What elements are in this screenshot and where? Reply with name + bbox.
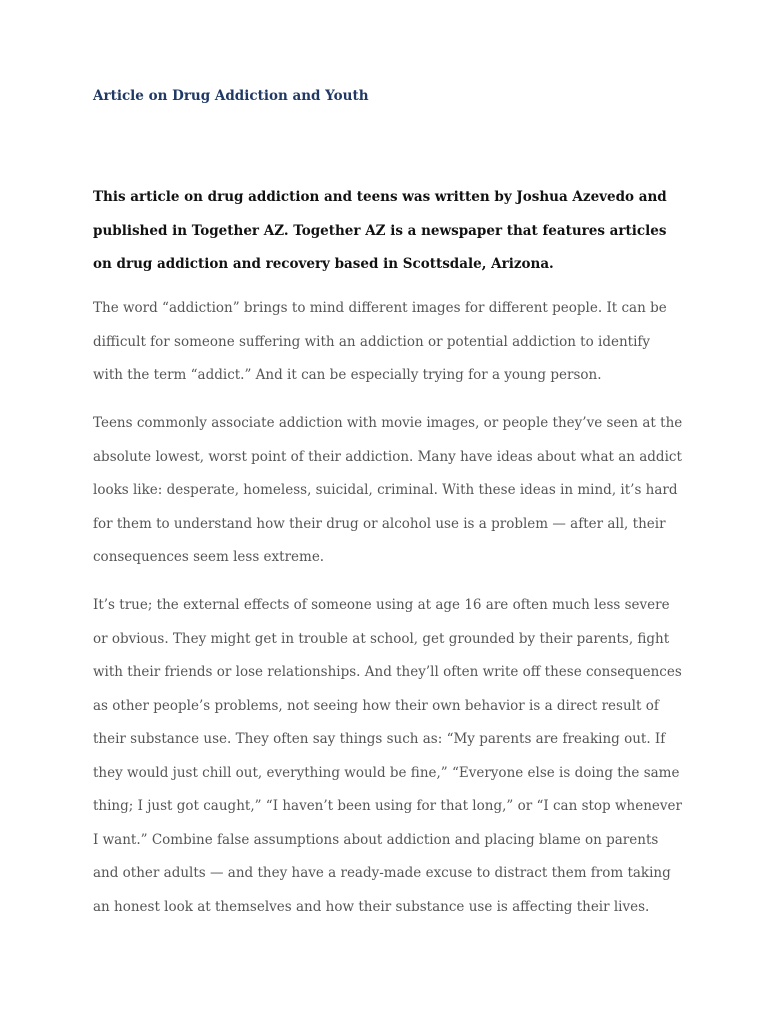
article-title: Article on Drug Addiction and Youth [93, 88, 369, 104]
body-paragraph-1: The word “addiction” brings to mind different images for different people. It can be difficult for someone suffering with an addiction or potential addiction to identify with the term “addict.” And it can be especially trying for a young person. [93, 300, 667, 383]
article-intro: This article on drug addiction and teens was written by Joshua Azevedo and published in Together AZ. Together AZ is a newspaper that features articles on drug addiction and recovery based in Scottsdale, Arizona. [93, 189, 667, 272]
body-paragraph-3: It’s true; the external effects of someone using at age 16 are often much less severe or obvious. They might get in trouble at school, get grounded by their parents, fight with their friends or lose relationships. And they’ll often write off these consequences as other people’s problems, not seeing how their own behavior is a direct result of their substance use. They often say things such as: “My parents are freaking out. If they would just chill out, everything would be fine,” “Everyone else is doing the same thing; I just got caught,” “I haven’t been using for that long,” or “I can stop whenever I want.” Combine false assumptions about addiction and placing blame on parents and other adults — and they have a ready-made excuse to distract them from taking an honest look at themselves and how their substance use is affecting their lives. [93, 597, 682, 915]
body-paragraph-2: Teens commonly associate addiction with movie images, or people they’ve seen at the absolute lowest, worst point of their addiction. Many have ideas about what an addict looks like: desperate, homeless, suicidal, criminal. With these ideas in mind, it’s hard for them to understand how their drug or alcohol use is a problem — after all, their consequences seem less extreme. [93, 415, 683, 565]
